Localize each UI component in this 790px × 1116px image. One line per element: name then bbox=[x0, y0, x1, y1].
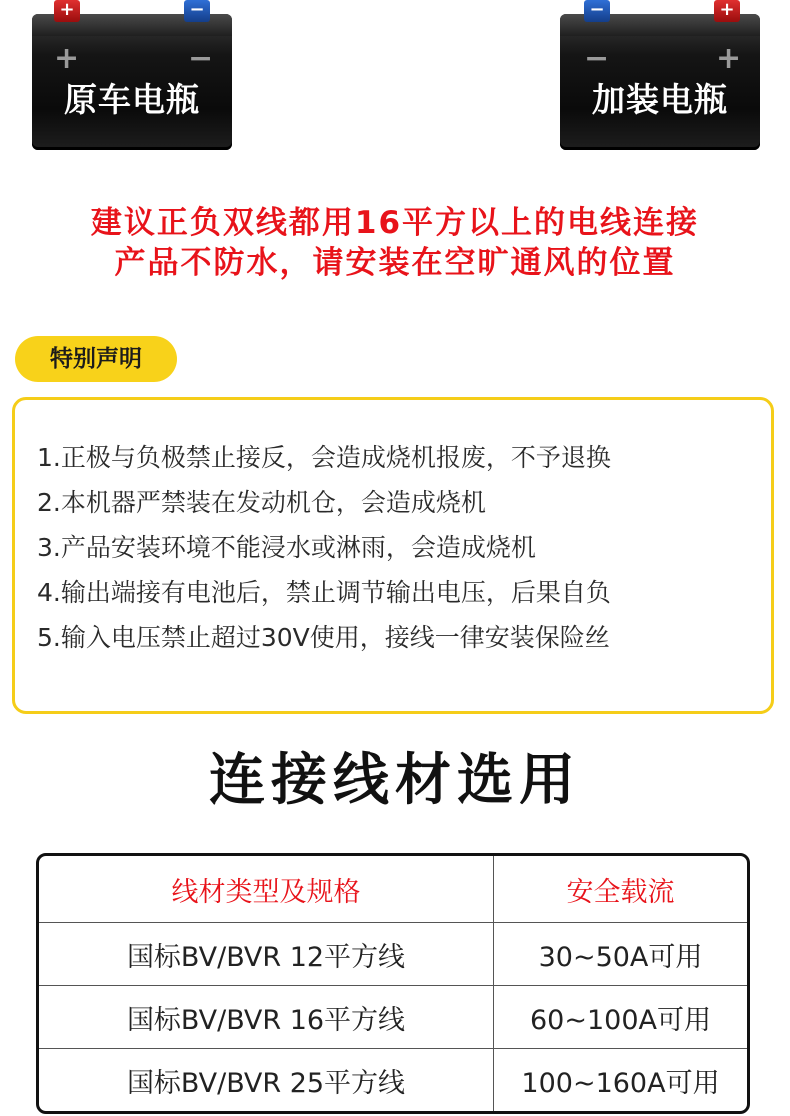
safe-current-cell: 60~100A可用 bbox=[494, 986, 747, 1049]
installation-advice-text: 产品不防水，请安装在空旷通风的位置 bbox=[114, 245, 676, 281]
cable-spec-table bbox=[36, 853, 750, 1114]
negative-terminal-icon: − bbox=[184, 0, 210, 22]
negative-terminal-icon: − bbox=[584, 0, 610, 22]
cable-type-cell: 国标BV/BVR 16平方线 bbox=[39, 986, 494, 1049]
column-header-safe-current: 安全载流 bbox=[494, 856, 747, 923]
column-header-cable-type: 线材类型及规格 bbox=[39, 856, 494, 923]
minus-sign-icon: − bbox=[188, 41, 214, 76]
safe-current-cell: 30~50A可用 bbox=[494, 923, 747, 986]
special-statement-tag: 特别声明 bbox=[15, 336, 177, 382]
positive-terminal-icon: + bbox=[714, 0, 740, 22]
table-header-row bbox=[39, 856, 747, 923]
table-row bbox=[39, 1049, 747, 1111]
statement-item: 3.产品安装环境不能浸水或淋雨，会造成烧机 bbox=[37, 533, 536, 562]
statement-item: 1.正极与负极禁止接反，会造成烧机报废，不予退换 bbox=[37, 443, 611, 472]
original-battery-label: 原车电瓶 bbox=[64, 80, 200, 119]
safe-current-cell: 100~160A可用 bbox=[521, 1067, 720, 1099]
statement-item: 2.本机器严禁装在发动机仓，会造成烧机 bbox=[37, 488, 486, 517]
cable-selection-heading: 连接线材选用 bbox=[209, 748, 581, 813]
cable-type-cell: 国标BV/BVR 25平方线 bbox=[39, 1049, 494, 1111]
plus-sign-icon: + bbox=[716, 41, 742, 76]
plus-sign-icon: + bbox=[54, 41, 80, 76]
table-row bbox=[39, 923, 747, 986]
wiring-advice-text: 建议正负双线都用16平方以上的电线连接 bbox=[90, 205, 700, 241]
minus-sign-icon: − bbox=[584, 41, 610, 76]
table-row bbox=[39, 986, 747, 1049]
statement-item: 4.输出端接有电池后，禁止调节输出电压，后果自负 bbox=[37, 578, 611, 607]
original-battery-image bbox=[32, 0, 232, 152]
statement-item: 5.输入电压禁止超过30V使用，接线一律安装保险丝 bbox=[37, 623, 610, 652]
positive-terminal-icon: + bbox=[54, 0, 80, 22]
added-battery-label: 加装电瓶 bbox=[592, 80, 728, 119]
added-battery-image bbox=[560, 0, 760, 152]
cable-type-cell: 国标BV/BVR 12平方线 bbox=[39, 923, 494, 986]
